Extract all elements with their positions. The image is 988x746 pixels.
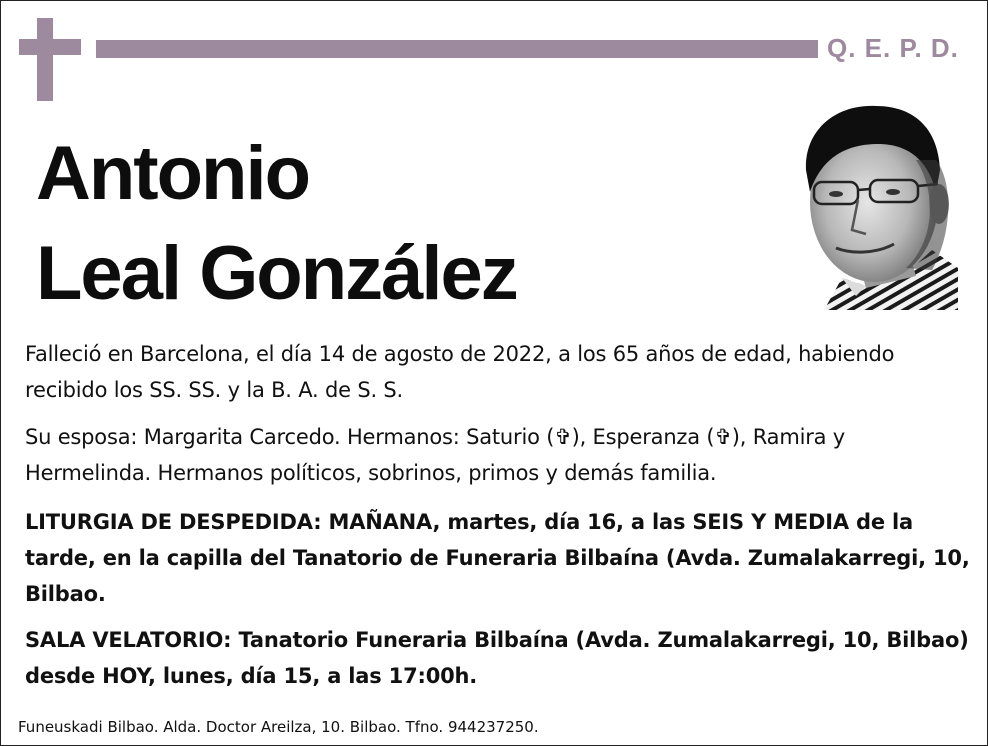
- funeral-home-footer: Funeuskadi Bilbao. Alda. Doctor Areilza, 10. Bilbao. Tfno. 944237250.: [18, 718, 539, 736]
- family-paragraph: Su esposa: Margarita Carcedo. Hermanos: Saturio (✞), Esperanza (✞), Ramira y Hermelinda. Hermanos políticos, sobrinos, primos y demás familia.: [25, 425, 846, 485]
- deceased-first-name: Antonio: [36, 131, 310, 216]
- header-rule: [96, 40, 818, 58]
- death-notice-paragraph: Falleció en Barcelona, el día 14 de agosto de 2022, a los 65 años de edad, habiendo recibido los SS. SS. y la B. A. de S. S.: [25, 342, 895, 402]
- liturgy-paragraph: LITURGIA DE DESPEDIDA: MAÑANA, martes, día 16, a las SEIS Y MEDIA de la tarde, en la capilla del Tanatorio de Funeraria Bilbaína (Avda. Zumalakarregi, 10, Bilbao.: [25, 510, 970, 606]
- wake-paragraph: SALA VELATORIO: Tanatorio Funeraria Bilbaína (Avda. Zumalakarregi, 10, Bilbao) desde HOY, lunes, día 15, a las 17:00h.: [25, 628, 969, 688]
- deceased-surnames: Leal González: [36, 231, 517, 316]
- portrait-photo: [796, 100, 958, 310]
- qepd-label: Q. E. P. D.: [827, 33, 959, 63]
